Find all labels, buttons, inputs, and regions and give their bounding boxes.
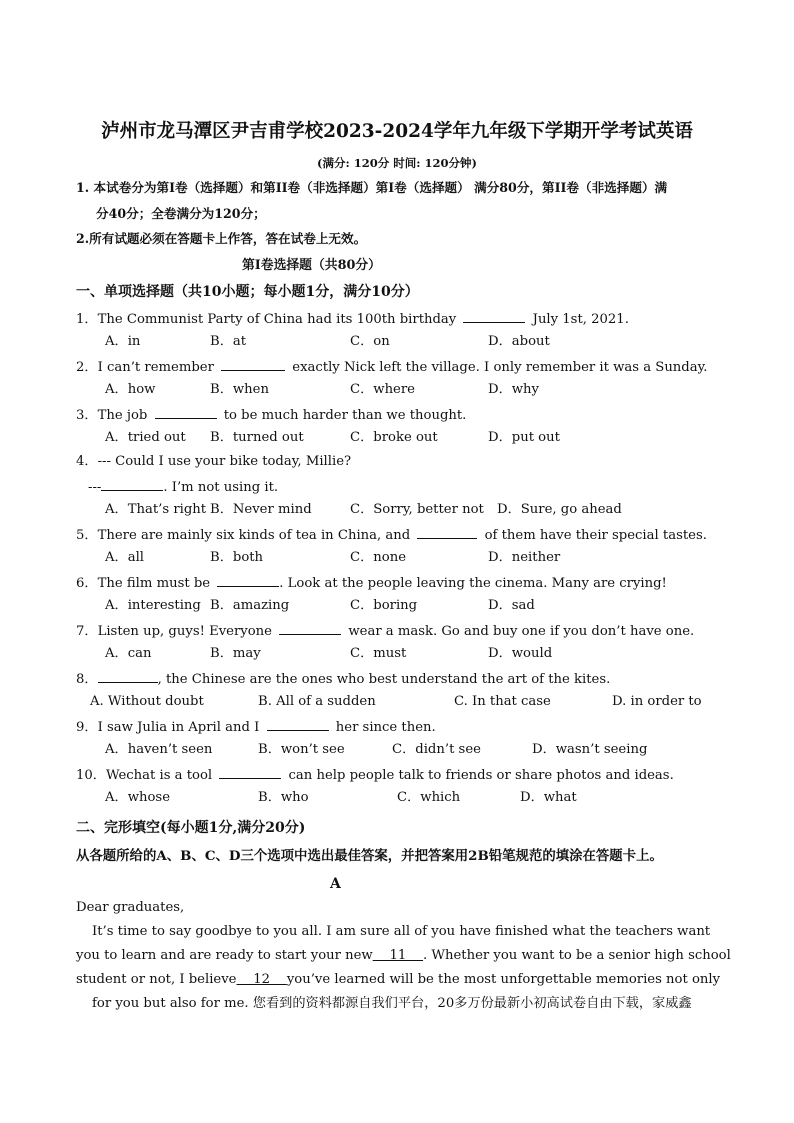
passage-line-2 [76,947,731,965]
note-1: 1. 本试卷分为第Ⅰ卷（选择题）和第II卷（非选择题）第Ⅰ卷（选择题） 满分80分，第II卷（非选择题）满 [76,180,668,195]
answer-blank[interactable] [221,357,285,371]
passage-line-4: for you but also for me. 您看到的资料都源自我们平台，20多万份最新小初高试卷自由下载，家威鑫 [92,996,692,1011]
option-a[interactable]: A. Without doubt [90,694,204,709]
question-stem-end: her since then. [335,720,436,735]
question-stem: Listen up, guys! Everyone [97,624,272,639]
option-a[interactable]: A．interesting [105,598,201,613]
question-10 [76,765,674,785]
question-number: 5． [76,528,98,543]
passage-greeting: Dear graduates, [76,900,185,915]
passage-text: student or not, I believe [76,972,237,987]
question-8 [76,669,610,689]
cloze-blank-11[interactable]: 11 [372,948,424,963]
option-a[interactable]: A．can [105,646,152,661]
question-stem-end: . Look at the people leaving the cinema. Many are crying! [279,576,667,591]
question-stem: I saw Julia in April and I [97,720,260,735]
option-b[interactable]: B．both [210,550,264,565]
question-stem: I can’t remember [97,360,214,375]
question-stem: The Communist Party of China had its 100th birthday [97,312,457,327]
option-a[interactable]: A．tried out [105,430,186,445]
option-a[interactable]: A．haven’t seen [105,742,213,757]
passage-text: you’ve learned will be the most unforgettable memories not only [286,972,721,987]
option-d[interactable]: D．Sure, go ahead [497,502,622,517]
option-a[interactable]: A．in [105,334,141,349]
question-stem-end: of them have their special tastes. [484,528,707,543]
option-b[interactable]: B．amazing [210,598,290,613]
question-stem: There are mainly six kinds of tea in China, and [97,528,411,543]
option-a[interactable]: A．whose [105,790,171,805]
option-b[interactable]: B．at [210,334,247,349]
answer-blank[interactable] [463,309,525,323]
question-4-reply [88,477,278,497]
question-2 [76,357,708,377]
question-4 [76,453,351,471]
option-b[interactable]: B．Never mind [210,502,312,517]
option-b[interactable]: B．won’t see [258,742,345,757]
option-d[interactable]: D．wasn’t seeing [532,742,648,757]
question-9 [76,717,436,737]
question-1 [76,309,629,329]
section2-instruction: 从各题所给的A、B、C、D三个选项中选出最佳答案，并把答案用2B铅笔规范的填涂在答题卡上。 [76,848,663,864]
question-number: 7． [76,624,98,639]
question-3 [76,405,466,425]
question-stem: Wechat is a tool [105,768,213,783]
question-number: 10． [76,768,106,783]
reply-text: . I’m not using it. [163,480,279,495]
cloze-blank-12[interactable]: 12 [236,972,287,987]
option-c[interactable]: C. In that case [454,694,551,709]
answer-blank[interactable] [101,477,163,491]
section1-heading: 一、单项选择题（共10小题；每小题1分，满分10分） [76,284,419,300]
question-stem-end: to be much harder than we thought. [223,408,467,423]
question-stem-end: , the Chinese are the ones who best understand the art of the kites. [157,672,611,687]
question-number: 9． [76,720,98,735]
option-a[interactable]: A．how [105,382,156,397]
question-number: 8． [76,672,98,687]
answer-blank[interactable] [155,405,217,419]
answer-blank[interactable] [267,717,329,731]
part1-heading: 第Ⅰ卷选择题（共80分） [242,258,381,273]
answer-blank[interactable] [98,669,158,683]
note-1-cont: 分40分；全卷满分为120分； [96,206,266,221]
option-c[interactable]: C．must [350,646,407,661]
passage-line-1: It’s time to say goodbye to you all. I am sure all of you have finished what the teachers want [92,924,711,939]
option-a[interactable]: A．That’s right [105,502,207,517]
option-b[interactable]: B. All of a sudden [258,694,376,709]
question-5 [76,525,707,545]
option-b[interactable]: B．turned out [210,430,304,445]
question-stem-end: wear a mask. Go and buy one if you don’t have one. [348,624,695,639]
note-2: 2.所有试题必须在答题卡上作答，答在试卷上无效。 [76,231,367,246]
answer-blank[interactable] [217,573,279,587]
exam-info: (满分: 120分 时间: 120分钟) [317,156,477,170]
question-number: 6． [76,576,98,591]
option-d[interactable]: D. in order to [612,694,702,709]
option-c[interactable]: C．which [397,790,461,805]
answer-blank[interactable] [279,621,341,635]
question-7 [76,621,694,641]
question-stem: The job [97,408,148,423]
option-c[interactable]: C．none [350,550,407,565]
passage-text: . Whether you want to be a senior high school [423,948,731,963]
question-stem: --- Could I use your bike today, Millie? [97,454,352,469]
reply-dash: --- [88,480,102,495]
option-d[interactable]: D．sad [488,598,535,613]
answer-blank[interactable] [219,765,281,779]
option-d[interactable]: D．put out [488,430,560,445]
question-number: 2． [76,360,98,375]
question-6 [76,573,667,593]
answer-blank[interactable] [417,525,477,539]
option-b[interactable]: B．may [210,646,261,661]
option-d[interactable]: D．neither [488,550,561,565]
question-stem-end: exactly Nick left the village. I only remember it was a Sunday. [292,360,708,375]
option-d[interactable]: D．would [488,646,553,661]
passage-text: you to learn and are ready to start your new [76,948,373,963]
option-c[interactable]: C．Sorry, better not [350,502,484,517]
question-stem-end: July 1st, 2021. [532,312,629,327]
question-number: 4． [76,454,98,469]
option-b[interactable]: B．who [258,790,309,805]
question-number: 3． [76,408,98,423]
section2-heading: 二、完形填空(每小题1分,满分20分) [76,820,306,836]
option-d[interactable]: D．what [520,790,577,805]
option-c[interactable]: C．where [350,382,415,397]
option-c[interactable]: C．broke out [350,430,438,445]
option-d[interactable]: D．about [488,334,550,349]
question-stem-end: can help people talk to friends or share photos and ideas. [288,768,674,783]
option-a[interactable]: A．all [105,550,145,565]
option-c[interactable]: C．on [350,334,390,349]
passage-line-3 [76,971,720,989]
question-stem: The film must be [97,576,211,591]
question-number: 1． [76,312,98,327]
option-c[interactable]: C．boring [350,598,418,613]
exam-title: 泸州市龙马潭区尹吉甫学校2023-2024学年九年级下学期开学考试英语 [101,121,693,142]
passage-label: A [330,876,341,892]
option-c[interactable]: C．didn’t see [392,742,481,757]
option-d[interactable]: D．why [488,382,539,397]
option-b[interactable]: B．when [210,382,269,397]
